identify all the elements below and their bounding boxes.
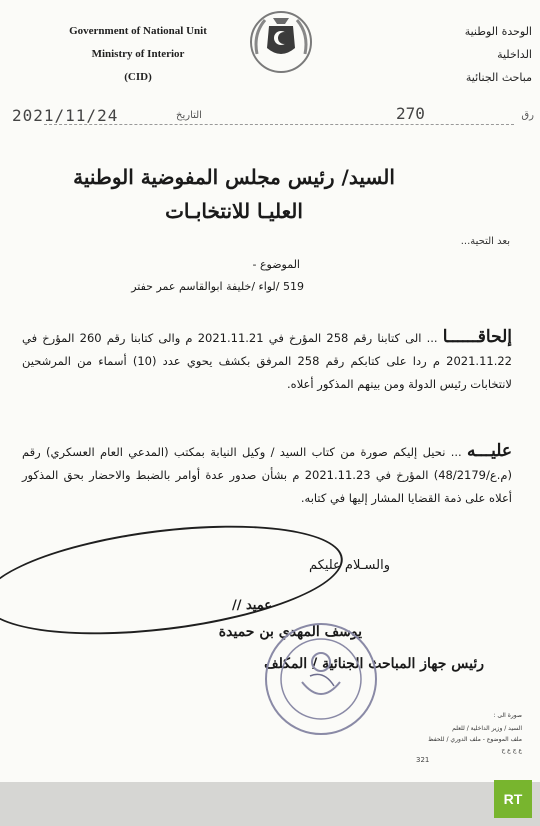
header-ar-line: مباحث الجنائية: [465, 71, 532, 84]
subject-text: 519 /لواء /خليفة ابوالقاسم عمر حفتر: [131, 280, 304, 293]
body-paragraph-1: [22, 326, 512, 396]
copy-recipient: ع ج ع ح: [501, 747, 522, 754]
copy-recipient: السيد / وزير الداخلية / للعلم: [452, 725, 522, 732]
paragraph-text: ... نحيل إليكم صورة من كتاب السيد / وكيل النيابة بمكتب (المدعي العام العسكري) رقم (م.ع/48/2179) المؤرخ في 2021.11.23 م بشأن صدور عدة أوامر بالضبط والاحضار بحق المذكور أعلاه على ذمة القضايا المشار إليها في كتابه.: [22, 445, 512, 505]
date-label: التاريخ: [176, 110, 202, 121]
date-reference-line: [4, 104, 536, 130]
header-ar-line: الوحدة الوطنية: [464, 25, 532, 38]
addressee-block: [34, 160, 434, 228]
rt-watermark-logo: RT: [494, 780, 532, 818]
addressee-line: العليـا للانتخابـات: [165, 199, 303, 223]
handwritten-reference: 270: [396, 104, 425, 123]
paragraph-lead: عليـــه: [467, 441, 512, 461]
paragraph-text: ... الى كتابنا رقم 258 المؤرخ في 2021.11.21 م والى كتابنا رقم 260 المؤرخ في 2021.11.22 م ردا على كتابكم رقم 258 المرفق بكشف يحوي عدد (10) أسماء من المرشحين لانتخابات رئيس الدولة ومن بينهم المذكور أعلاه.: [22, 331, 512, 391]
closing-salutation: والسـلام عليكم: [308, 558, 390, 573]
header-arabic: [402, 20, 532, 89]
signer-rank: عميد //: [231, 598, 272, 613]
header-english: [38, 20, 238, 89]
page-number: 321: [416, 756, 430, 764]
addressee-line: السيد/ رئيس مجلس المفوضية الوطنية: [73, 165, 395, 189]
header-en-line: (CID): [124, 71, 152, 83]
body-paragraph-2: [22, 440, 512, 510]
greeting: بعد التحية...: [460, 236, 510, 247]
subject-label: الموضوع -: [252, 258, 300, 271]
photo-bottom-margin: [0, 782, 540, 826]
header-en-line: Ministry of Interior: [91, 48, 185, 60]
reference-label: رق: [521, 110, 534, 121]
paragraph-lead: إلحاقــــــا: [442, 327, 512, 347]
header-ar-line: الداخلية: [497, 48, 532, 61]
handwritten-date: 2021/11/24: [12, 106, 119, 125]
header-en-line: Government of National Unit: [69, 25, 207, 37]
signer-title: رئيس جهاز المباحث الجنائية / المكلف: [264, 656, 484, 672]
copy-recipient: ملف الموضوع - ملف الدوري / للحفظ: [428, 736, 522, 743]
ministry-emblem-icon: [243, 4, 319, 80]
copies-heading: صورة الى :: [493, 712, 522, 719]
signer-name: يوسف المهدي بن حميدة: [218, 624, 362, 640]
